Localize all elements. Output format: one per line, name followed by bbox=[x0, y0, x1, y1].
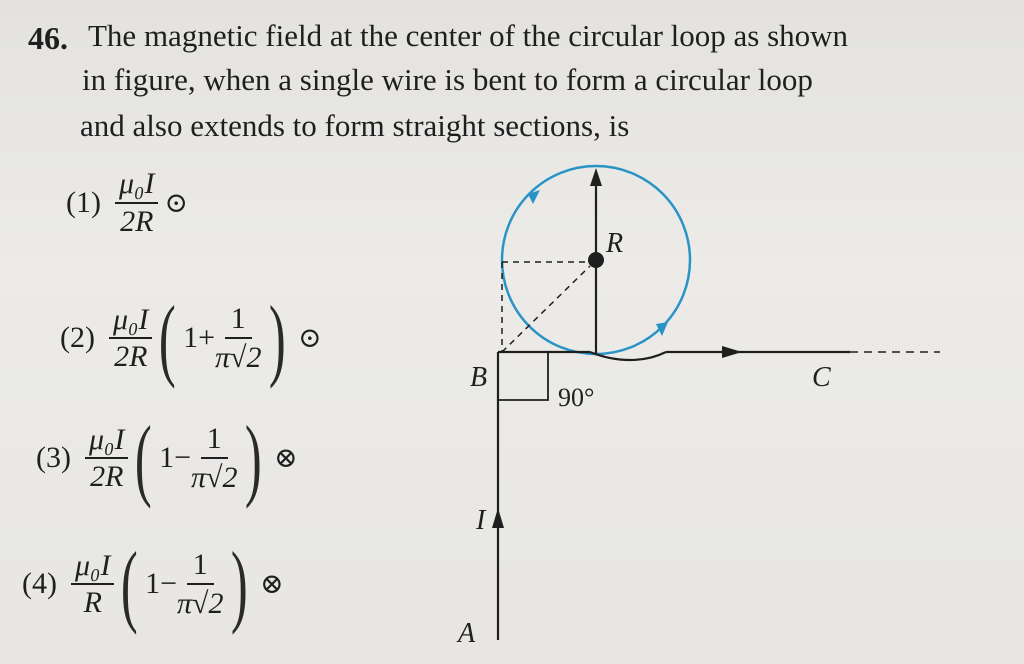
left-paren: ( bbox=[159, 287, 177, 389]
bracket-term bbox=[183, 302, 261, 374]
option-1[interactable] bbox=[66, 168, 188, 237]
into-page-symbol: ⊗ bbox=[260, 569, 284, 600]
option-label: (4) bbox=[22, 567, 57, 600]
one-term: 1− bbox=[145, 567, 178, 600]
option-label: (3) bbox=[36, 441, 71, 474]
inner-denominator: π√2 bbox=[191, 461, 238, 494]
option-fraction bbox=[85, 424, 128, 493]
out-of-page-symbol: ⊙ bbox=[164, 187, 188, 219]
loop-arrow-bottom-right bbox=[656, 322, 668, 336]
inner-fraction bbox=[215, 302, 262, 374]
option-label: (1) bbox=[66, 185, 101, 219]
inner-numerator: 1 bbox=[187, 548, 214, 585]
left-paren: ( bbox=[121, 533, 139, 635]
center-dot bbox=[588, 252, 604, 268]
option-2[interactable] bbox=[60, 287, 322, 389]
into-page-symbol: ⊗ bbox=[274, 443, 298, 474]
radius-arrow bbox=[590, 168, 602, 186]
right-paren: ) bbox=[268, 287, 286, 389]
fraction-denominator: 2R bbox=[90, 460, 124, 493]
right-paren: ) bbox=[230, 533, 248, 635]
inner-denominator: π√2 bbox=[215, 341, 262, 374]
left-paren: ( bbox=[135, 407, 153, 509]
question-number: 46. bbox=[28, 20, 68, 56]
right-paren: ) bbox=[244, 407, 262, 509]
label-C: C bbox=[812, 362, 831, 393]
option-fraction bbox=[115, 168, 158, 237]
current-arrow-bc bbox=[722, 346, 742, 358]
bracket-term bbox=[159, 422, 237, 494]
inner-numerator: 1 bbox=[225, 302, 252, 339]
option-4[interactable] bbox=[22, 533, 284, 635]
option-fraction bbox=[71, 550, 114, 619]
fraction-numerator: μ₀I bbox=[85, 424, 128, 460]
circuit-figure bbox=[430, 160, 970, 660]
right-angle-marker bbox=[498, 352, 548, 400]
one-term: 1+ bbox=[183, 321, 216, 354]
option-label: (2) bbox=[60, 321, 95, 354]
fraction-denominator: R bbox=[83, 586, 102, 619]
fraction-numerator: μ₀I bbox=[71, 550, 114, 586]
inner-denominator: π√2 bbox=[177, 587, 224, 620]
inner-fraction bbox=[191, 422, 238, 494]
option-3[interactable] bbox=[36, 407, 298, 509]
inner-numerator: 1 bbox=[201, 422, 228, 459]
label-R: R bbox=[606, 228, 624, 259]
question-line-3: and also extends to form straight sections, is bbox=[80, 108, 630, 143]
label-angle: 90° bbox=[558, 383, 595, 412]
label-A: A bbox=[458, 618, 476, 649]
option-fraction bbox=[109, 304, 152, 373]
label-I: I bbox=[476, 505, 486, 536]
label-B: B bbox=[470, 362, 488, 393]
fraction-numerator: μ₀I bbox=[109, 304, 152, 340]
question-line-1: The magnetic field at the center of the circular loop as shown bbox=[88, 18, 849, 53]
fraction-denominator: 2R bbox=[120, 204, 154, 238]
inner-fraction bbox=[177, 548, 224, 620]
current-arrow-ab bbox=[492, 508, 504, 528]
fraction-denominator: 2R bbox=[114, 340, 148, 373]
one-term: 1− bbox=[159, 441, 192, 474]
question-line-2: in figure, when a single wire is bent to form a circular loop bbox=[82, 62, 813, 97]
out-of-page-symbol: ⊙ bbox=[298, 323, 322, 354]
fraction-numerator: μ₀I bbox=[115, 168, 158, 204]
bracket-term bbox=[145, 548, 223, 620]
